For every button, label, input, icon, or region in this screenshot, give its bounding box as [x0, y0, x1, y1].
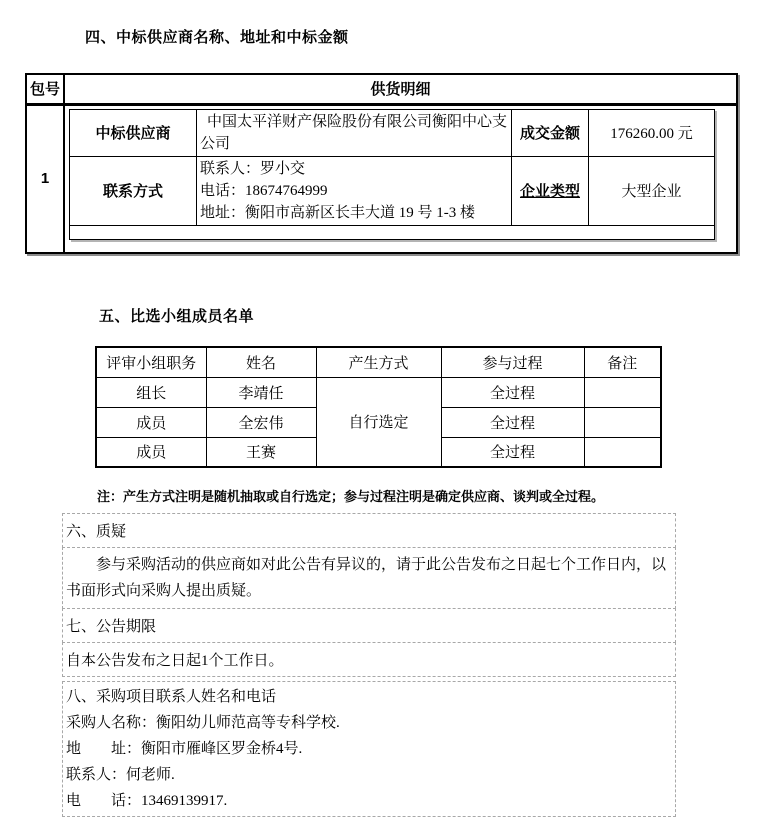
- package-detail-cell: [64, 104, 737, 253]
- enterprise-type-label-text: 企业类型: [519, 183, 580, 200]
- member-name: 李靖任: [206, 377, 316, 407]
- col-header-role: 评审小组职务: [96, 347, 206, 377]
- enterprise-type-label: [512, 156, 589, 225]
- contact-label: 联系方式: [70, 156, 197, 225]
- contact-phone: 电话：18674764999: [200, 182, 328, 199]
- announcement-sections: [62, 513, 676, 817]
- member-remark: [584, 407, 661, 437]
- purchaser-name-line: 采购人名称：衡阳幼儿师范高等专科学校.: [66, 715, 340, 731]
- enterprise-type-value: 大型企业: [589, 156, 715, 225]
- section8-box: [62, 681, 676, 817]
- supplier-detail-table: [69, 109, 715, 240]
- member-row: [96, 377, 661, 407]
- package-col-header: 包号: [26, 74, 64, 104]
- section7-body: 自本公告发布之日起1个工作日。: [66, 653, 284, 669]
- contact-address: 地址：衡阳市高新区长丰大道 19 号 1-3 楼: [200, 204, 475, 221]
- package-number: 1: [26, 104, 64, 253]
- empty-cell: [70, 225, 715, 239]
- contact-person: 联系人：罗小交: [200, 160, 306, 177]
- member-role: 组长: [96, 377, 206, 407]
- section7-body-box: [62, 642, 676, 677]
- section7-heading: 七、公告期限: [66, 619, 157, 635]
- member-role: 成员: [96, 437, 206, 467]
- col-header-remark: 备注: [584, 347, 661, 377]
- method-value: 自行选定: [316, 377, 441, 467]
- section5-heading: 五、比选小组成员名单: [99, 308, 255, 325]
- member-remark: [584, 437, 661, 467]
- section8-heading: 八、采购项目联系人姓名和电话: [66, 689, 277, 705]
- section4-heading: 四、中标供应商名称、地址和中标金额: [85, 29, 349, 46]
- member-role: 成员: [96, 407, 206, 437]
- award-table-body-row: [26, 104, 737, 253]
- member-name: 王赛: [206, 437, 316, 467]
- contact-row: [70, 156, 715, 225]
- section7-heading-box: [62, 608, 676, 643]
- col-header-name: 姓名: [206, 347, 316, 377]
- col-header-process: 参与过程: [441, 347, 584, 377]
- member-table-header-row: [96, 347, 661, 377]
- detail-col-header: 供货明细: [64, 74, 737, 104]
- section6-body: 参与采购活动的供应商如对此公告有异议的，请于此公告发布之日起七个工作日内，以书面形式向采购人提出质疑。: [66, 557, 667, 599]
- member-process: 全过程: [441, 437, 584, 467]
- member-table: [95, 346, 662, 468]
- supplier-row: [70, 109, 715, 156]
- supplier-name: 中国太平洋财产保险股份有限公司衡阳中心支公司: [197, 109, 512, 156]
- section6-heading-box: [62, 513, 676, 548]
- empty-row: [70, 225, 715, 239]
- member-name: 全宏伟: [206, 407, 316, 437]
- amount-value: 176260.00 元: [589, 109, 715, 156]
- contact-phone-line: 电 话：13469139917.: [66, 793, 228, 809]
- contact-person-line: 联系人：何老师.: [66, 767, 175, 783]
- award-table: [25, 73, 738, 254]
- member-remark: [584, 377, 661, 407]
- col-header-method: 产生方式: [316, 347, 441, 377]
- supplier-label: 中标供应商: [70, 109, 197, 156]
- award-table-header-row: [26, 74, 737, 104]
- contact-info: [197, 156, 512, 225]
- method-note: 注：产生方式注明是随机抽取或自行选定；参与过程注明是确定供应商、谈判或全过程。: [97, 489, 605, 504]
- purchaser-address-line: 地 址：衡阳市雁峰区罗金桥4号.: [66, 741, 303, 757]
- section6-body-box: [62, 547, 676, 609]
- section6-heading: 六、质疑: [66, 524, 127, 540]
- member-process: 全过程: [441, 407, 584, 437]
- member-process: 全过程: [441, 377, 584, 407]
- amount-label: 成交金额: [512, 109, 589, 156]
